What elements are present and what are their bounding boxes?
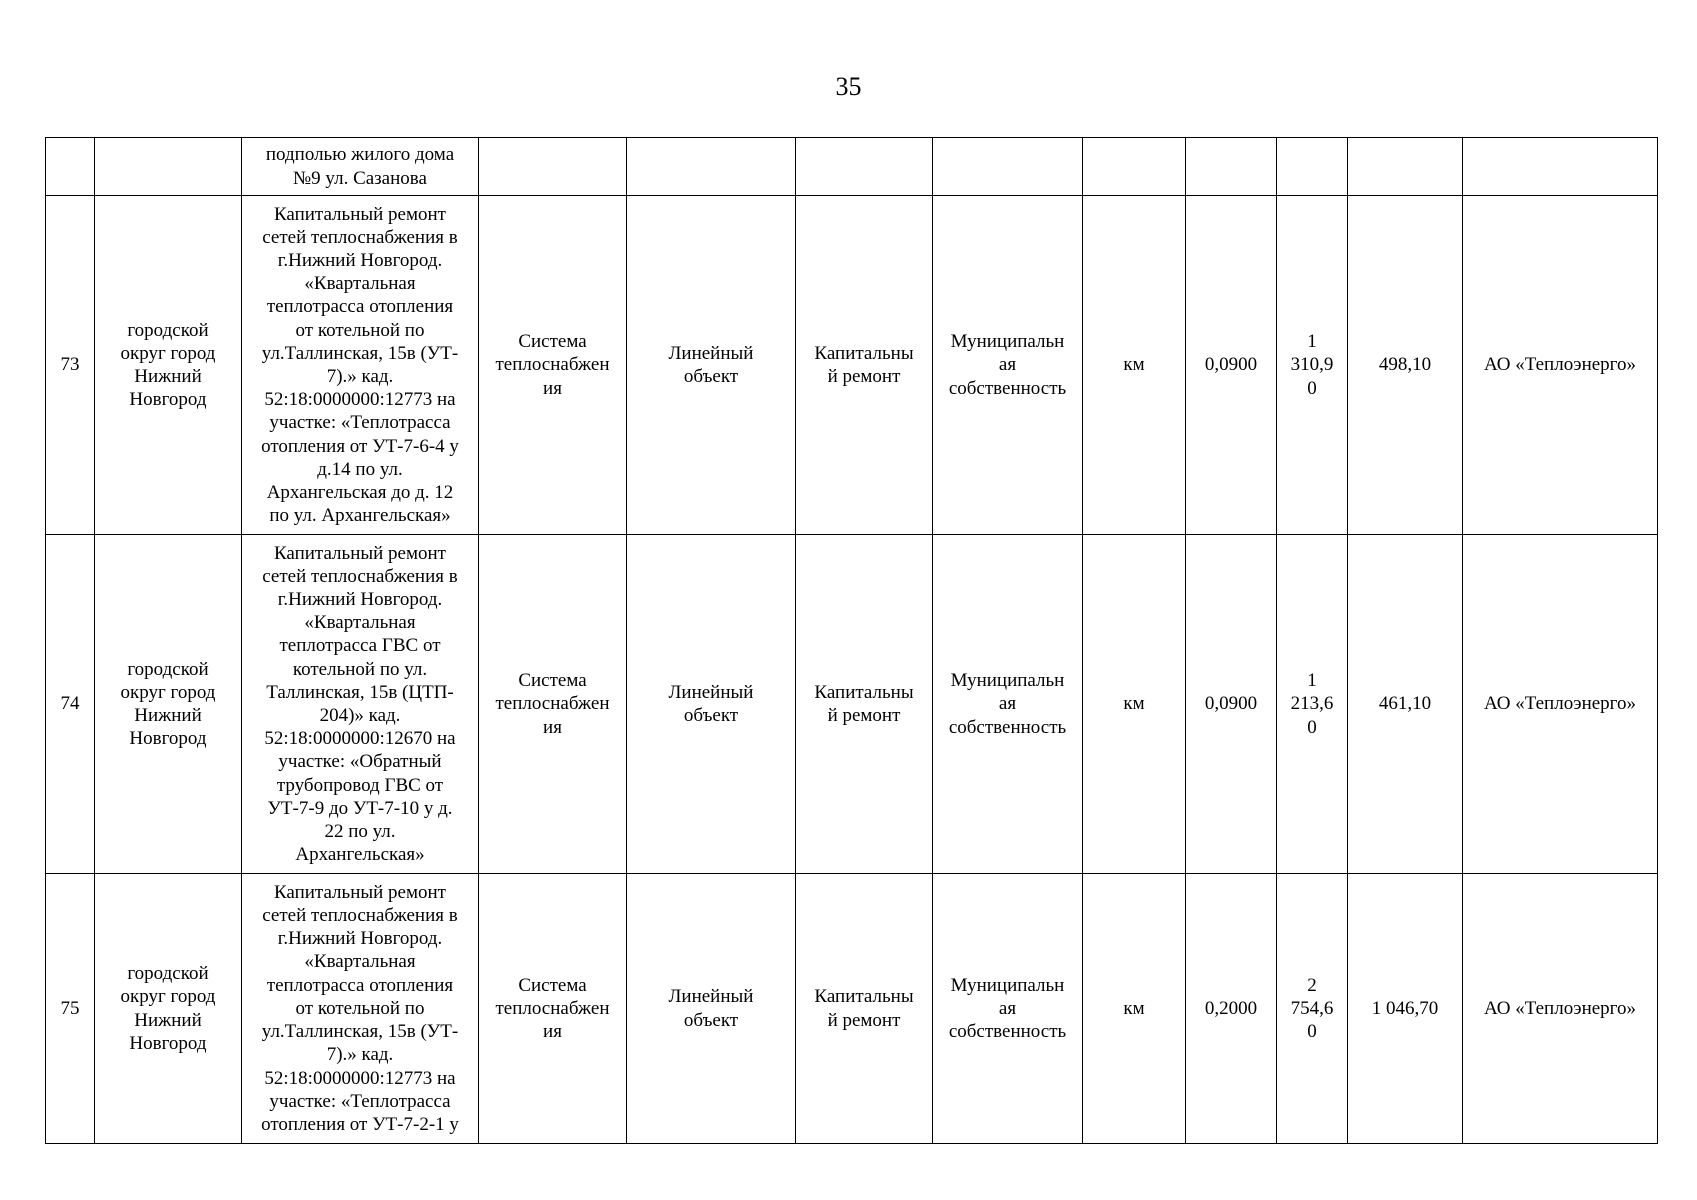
- cell-object-type: Линейный объект: [627, 874, 796, 1144]
- cell-ownership: Муниципальн ая собственность: [933, 196, 1083, 535]
- cell-work-type: Капитальны й ремонт: [796, 196, 933, 535]
- cell-ownership: Муниципальн ая собственность: [933, 535, 1083, 874]
- cell-executor: [1463, 138, 1658, 196]
- cell-object-type: Линейный объект: [627, 196, 796, 535]
- cell-ownership: [933, 138, 1083, 196]
- cell-cost-year: 1 046,70: [1348, 874, 1463, 1144]
- table-row: [46, 138, 1658, 196]
- cell-executor: АО «Теплоэнерго»: [1463, 196, 1658, 535]
- cell-length: 0,2000: [1186, 874, 1277, 1144]
- cell-description: Капитальный ремонт сетей теплоснабжения в г.Нижний Новгород. «Квартальная теплотрасса ГВС от котельной по ул. Таллинская, 15в (ЦТП- 204)» кад. 52:18:0000000:12670 на участке: «Обратный трубопровод ГВС от УТ-7-9 до УТ-7-10 у д. 22 по ул. Архангельская»: [242, 535, 479, 874]
- cell-system: Система теплоснабжен ия: [479, 196, 627, 535]
- cell-number: 75: [46, 874, 95, 1144]
- cell-unit: км: [1083, 874, 1186, 1144]
- cell-work-type: [796, 138, 933, 196]
- cell-ownership: Муниципальн ая собственность: [933, 874, 1083, 1144]
- cell-description: подполью жилого дома №9 ул. Сазанова: [242, 138, 479, 196]
- cell-unit: км: [1083, 196, 1186, 535]
- cell-district: городской округ город Нижний Новгород: [95, 196, 242, 535]
- cell-description: Капитальный ремонт сетей теплоснабжения в г.Нижний Новгород. «Квартальная теплотрасса отопления от котельной по ул.Таллинская, 15в (УТ- 7).» кад. 52:18:0000000:12773 на участке: «Теплотрасса отопления от УТ-7-6-4 у д.14 по ул. Архангельская до д. 12 по ул. Архангельская»: [242, 196, 479, 535]
- cell-cost-year: 461,10: [1348, 535, 1463, 874]
- cell-district: городской округ город Нижний Новгород: [95, 535, 242, 874]
- cell-cost-year: 498,10: [1348, 196, 1463, 535]
- cell-length: 0,0900: [1186, 196, 1277, 535]
- cell-cost-year: [1348, 138, 1463, 196]
- cell-unit: км: [1083, 535, 1186, 874]
- cell-work-type: Капитальны й ремонт: [796, 874, 933, 1144]
- cell-cost-total: 1 310,9 0: [1277, 196, 1348, 535]
- cell-system: Система теплоснабжен ия: [479, 535, 627, 874]
- cell-executor: АО «Теплоэнерго»: [1463, 535, 1658, 874]
- cell-object-type: Линейный объект: [627, 535, 796, 874]
- cell-length: 0,0900: [1186, 535, 1277, 874]
- cell-system: Система теплоснабжен ия: [479, 874, 627, 1144]
- cell-district: городской округ город Нижний Новгород: [95, 874, 242, 1144]
- table-row: [46, 535, 1658, 874]
- page-number: 35: [835, 72, 862, 101]
- cell-district: [95, 138, 242, 196]
- table-row: [46, 874, 1658, 1144]
- table-row: [46, 196, 1658, 535]
- cell-length: [1186, 138, 1277, 196]
- cell-unit: [1083, 138, 1186, 196]
- registry-table: [45, 137, 1658, 1144]
- cell-number: [46, 138, 95, 196]
- cell-number: 73: [46, 196, 95, 535]
- cell-number: 74: [46, 535, 95, 874]
- cell-cost-total: [1277, 138, 1348, 196]
- cell-system: [479, 138, 627, 196]
- cell-cost-total: 2 754,6 0: [1277, 874, 1348, 1144]
- cell-work-type: Капитальны й ремонт: [796, 535, 933, 874]
- cell-object-type: [627, 138, 796, 196]
- cell-description: Капитальный ремонт сетей теплоснабжения в г.Нижний Новгород. «Квартальная теплотрасса отопления от котельной по ул.Таллинская, 15в (УТ- 7).» кад. 52:18:0000000:12773 на участке: «Теплотрасса отопления от УТ-7-2-1 у: [242, 874, 479, 1144]
- cell-cost-total: 1 213,6 0: [1277, 535, 1348, 874]
- cell-executor: АО «Теплоэнерго»: [1463, 874, 1658, 1144]
